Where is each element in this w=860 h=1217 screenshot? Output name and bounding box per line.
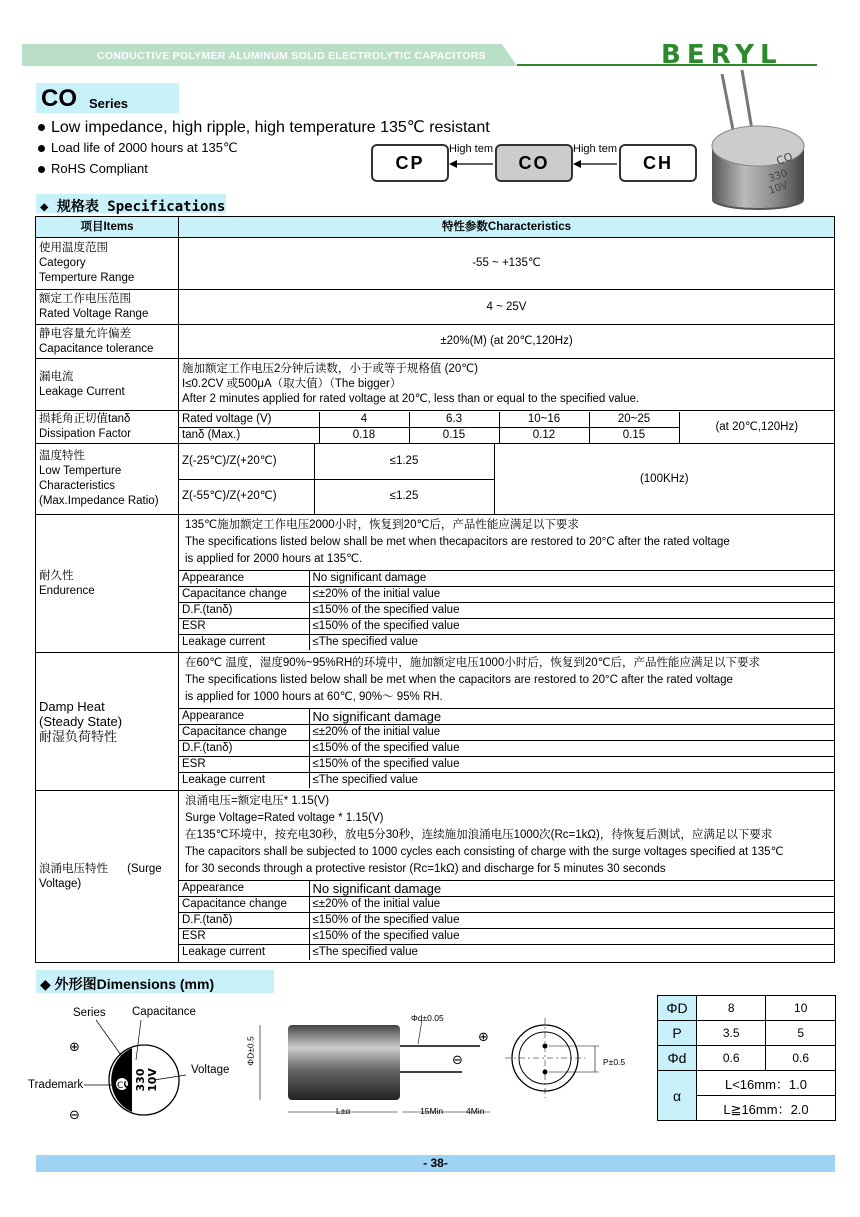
series-code: CO bbox=[41, 85, 77, 112]
col-header-characteristics: 特性参数Characteristics bbox=[179, 217, 835, 238]
df-condition: (at 20℃,120Hz) bbox=[679, 412, 834, 443]
criteria-value: ≤The specified value bbox=[309, 773, 834, 789]
criteria-label: Appearance bbox=[179, 571, 309, 587]
criteria-label: Appearance bbox=[179, 881, 309, 897]
svg-text:CO: CO bbox=[122, 1071, 135, 1089]
z-ratio-label: Z(-25℃)/Z(+20℃) bbox=[182, 454, 277, 467]
dim-value: 0.6 bbox=[766, 1046, 836, 1071]
criteria-value: ≤150% of the specified value bbox=[309, 913, 834, 929]
df-voltage: 10~16 bbox=[499, 412, 589, 428]
svg-text:330: 330 bbox=[134, 1068, 147, 1092]
criteria-value: ≤150% of the specified value bbox=[309, 757, 834, 773]
value-temp-range: -55 ~ +135℃ bbox=[179, 238, 835, 290]
df-tan: 0.15 bbox=[589, 427, 679, 443]
arrow-left-icon bbox=[571, 154, 621, 174]
criteria-label: D.F.(tanδ) bbox=[179, 913, 309, 929]
item-surge-voltage: 浪涌电压特性 (Surge Voltage) bbox=[36, 791, 179, 963]
value-dissipation-factor bbox=[179, 411, 835, 444]
minus-icon: ⊖ bbox=[452, 1052, 463, 1067]
capacitor-photo bbox=[700, 70, 820, 210]
dimension-table bbox=[657, 995, 836, 1121]
value-rated-voltage: 4 ~ 25V bbox=[179, 290, 835, 325]
dim-value: 5 bbox=[766, 1021, 836, 1046]
arrow-label: High tem bbox=[449, 143, 494, 155]
dim-value: 3.5 bbox=[697, 1021, 766, 1046]
criteria-value: ≤150% of the specified value bbox=[309, 619, 834, 635]
criteria-label: Capacitance change bbox=[179, 587, 309, 603]
dim-value: 0.6 bbox=[697, 1046, 766, 1071]
criteria-value: ≤The specified value bbox=[309, 635, 834, 651]
criteria-value: ≤150% of the specified value bbox=[309, 603, 834, 619]
criteria-label: ESR bbox=[179, 929, 309, 945]
z-ratio-frequency: (100KHz) bbox=[494, 444, 834, 514]
series-word: Series bbox=[89, 96, 129, 111]
z-ratio-label: Z(-55℃)/Z(+20℃) bbox=[179, 479, 314, 514]
criteria-value: ≤±20% of the initial value bbox=[309, 587, 834, 603]
value-cap-tolerance: ±20%(M) (at 20℃,120Hz) bbox=[179, 325, 835, 359]
value-low-temp bbox=[179, 444, 835, 515]
feature-bullet: RoHS Compliant bbox=[38, 161, 148, 176]
dim-key: ΦD bbox=[658, 996, 697, 1021]
df-row-label: tanδ (Max.) bbox=[179, 427, 319, 443]
item-dissipation-factor: 损耗角正切值tanδ Dissipation Factor bbox=[36, 411, 179, 444]
minus-icon: ⊖ bbox=[69, 1107, 80, 1122]
df-tan: 0.15 bbox=[409, 427, 499, 443]
criteria-label: ESR bbox=[179, 619, 309, 635]
value-endurance: 135℃施加额定工作电压2000小时，恢复到20℃后，产品性能应满足以下要求 The specifications listed below shall be met when thecapacitors are restored to 20°C after the rated voltage is applied for 2000 hours at 135℃. Appearance No significant damage Capacitance change ≤±20% of the initial value D.F.(tanδ) ≤150% of the specified value ESR ≤150% of the specified value Leakage current ≤The specified value bbox=[179, 515, 835, 653]
z-ratio-value: ≤1.25 bbox=[314, 479, 494, 514]
criteria-value: ≤The specified value bbox=[309, 945, 834, 961]
spec-heading: ◆ 规格表 Specifications bbox=[40, 199, 226, 215]
df-tan: 0.12 bbox=[499, 427, 589, 443]
item-leakage-current: 漏电流 Leakage Current bbox=[36, 359, 179, 411]
criteria-label: Capacitance change bbox=[179, 725, 309, 741]
family-chip-ch: CH bbox=[619, 144, 697, 182]
dim-value: 8 bbox=[697, 996, 766, 1021]
criteria-value: No significant damage bbox=[309, 709, 834, 725]
criteria-label: ESR bbox=[179, 757, 309, 773]
item-temp-range: 使用温度范围 Category Temperture Range bbox=[36, 238, 179, 290]
criteria-value: No significant damage bbox=[309, 571, 834, 587]
svg-text:10V: 10V bbox=[146, 1068, 159, 1092]
plus-icon: ⊕ bbox=[478, 1029, 489, 1044]
label-voltage: Voltage bbox=[191, 1064, 230, 1076]
dim-value: 10 bbox=[766, 996, 836, 1021]
df-row-label: Rated voltage (V) bbox=[182, 412, 272, 425]
header-band-text: CONDUCTIVE POLYMER ALUMINUM SOLID ELECTROLYTIC CAPACITORS bbox=[97, 50, 486, 62]
df-voltage: 4 bbox=[319, 412, 409, 428]
arrow-label: High tem bbox=[573, 143, 618, 155]
brand-logo: BERYL bbox=[661, 40, 783, 70]
dim-key: Φd bbox=[658, 1046, 697, 1071]
page-number: - 38- bbox=[36, 1155, 835, 1172]
value-damp-heat: 在60℃ 温度，湿度90%~95%RH的环境中，施加额定电压1000小时后，恢复到20℃后，产品性能应满足以下要求 The specifications listed below shall be met when the capacitors are restored to 20°C after the rated voltage is applied for 1000 hours at 60℃, 90%～ 95% RH. Appearance No significant damage Capacitance change ≤±20% of the initial value D.F.(tanδ) ≤150% of the specified value ESR ≤150% of the specified value Leakage current ≤The specified value bbox=[179, 653, 835, 791]
bottom-view-drawing bbox=[505, 1018, 600, 1113]
item-low-temp: 温度特性 Low Temperture Characteristics (Max.Impedance Ratio) bbox=[36, 444, 179, 515]
arrow-left-icon bbox=[447, 154, 497, 174]
value-surge-voltage: 浪涌电压=额定电压* 1.15(V) Surge Voltage=Rated voltage * 1.15(V) 在135℃环境中，按充电30秒，放电5分30秒，连续施加浪涌电压1000次(Rc=1kΩ)，待恢复后测试，应满足以下要求 The capacitors shall be subjected to 1000 cycles each consisting of charge with the surge voltages specified at 135℃ for 30 seconds through a protective resistor (Rc=1kΩ) and discharge for 5 minutes 30 seconds Appearance No significant damage Capacitance change ≤±20% of the initial value D.F.(tanδ) ≤150% of the specified value ESR ≤150% of the specified value Leakage current ≤The specified value bbox=[179, 791, 835, 963]
family-chip-co: CO bbox=[495, 144, 573, 182]
dim-value: L≧16mm：2.0 bbox=[697, 1096, 836, 1121]
family-chip-cp: CP bbox=[371, 144, 449, 182]
marking-diagram bbox=[36, 1000, 246, 1125]
item-endurance: 耐久性 Endurence bbox=[36, 515, 179, 653]
criteria-value: ≤150% of the specified value bbox=[309, 929, 834, 945]
item-damp-heat: Damp Heat (Steady State) 耐湿负荷特性 bbox=[36, 653, 179, 791]
criteria-label: Capacitance change bbox=[179, 897, 309, 913]
feature-bullet: Low impedance, high ripple, high temperature 135℃ resistant bbox=[38, 117, 490, 137]
svg-text:330: 330 bbox=[767, 167, 789, 185]
label-15min: 15Min bbox=[420, 1106, 444, 1116]
feature-bullet: Load life of 2000 hours at 135℃ bbox=[38, 140, 238, 156]
criteria-label: Leakage current bbox=[179, 635, 309, 651]
svg-text:CO: CO bbox=[774, 150, 795, 168]
label-lead-diameter: Φd±0.05 bbox=[411, 1013, 444, 1023]
svg-text:10V: 10V bbox=[767, 179, 790, 197]
df-voltage: 6.3 bbox=[409, 412, 499, 428]
svg-text:C: C bbox=[117, 1081, 124, 1091]
criteria-label: Leakage current bbox=[179, 773, 309, 789]
criteria-value: ≤150% of the specified value bbox=[309, 741, 834, 757]
label-4min: 4Min bbox=[466, 1106, 485, 1116]
value-leakage-current: 施加额定工作电压2分钟后读数，小于或等于规格值 (20℃) I≤0.2CV 或500μA（取大值）（The bigger） After 2 minutes applied for rated voltage at 20℃, less than or equal to the specified value. bbox=[179, 359, 835, 411]
criteria-value: ≤±20% of the initial value bbox=[309, 725, 834, 741]
label-trademark: Trademark bbox=[28, 1079, 84, 1091]
criteria-label: D.F.(tanδ) bbox=[179, 603, 309, 619]
dim-key: P bbox=[658, 1021, 697, 1046]
plus-icon: ⊕ bbox=[69, 1039, 80, 1054]
col-header-items: 项目Items bbox=[36, 217, 179, 238]
spec-table bbox=[35, 216, 835, 963]
label-pitch: P±0.5 bbox=[603, 1057, 626, 1067]
item-rated-voltage: 额定工作电压范围 Rated Voltage Range bbox=[36, 290, 179, 325]
criteria-value: ≤±20% of the initial value bbox=[309, 897, 834, 913]
dimensions-heading: ◆ 外形图Dimensions (mm) bbox=[40, 976, 215, 992]
label-length: L±α bbox=[336, 1106, 351, 1116]
label-capacitance: Capacitance bbox=[132, 1006, 196, 1018]
z-ratio-value: ≤1.25 bbox=[314, 444, 494, 479]
df-tan: 0.18 bbox=[319, 427, 409, 443]
criteria-label: Leakage current bbox=[179, 945, 309, 961]
criteria-label: D.F.(tanδ) bbox=[179, 741, 309, 757]
criteria-value: No significant damage bbox=[309, 881, 834, 897]
item-cap-tolerance: 静电容量允许偏差 Capacitance tolerance bbox=[36, 325, 179, 359]
label-body-diameter: ΦD±0.5 bbox=[245, 1036, 256, 1066]
criteria-label: Appearance bbox=[179, 709, 309, 725]
label-series: Series bbox=[73, 1007, 106, 1019]
dim-value: L<16mm：1.0 bbox=[697, 1071, 836, 1096]
df-voltage: 20~25 bbox=[589, 412, 679, 428]
dim-key: α bbox=[658, 1071, 697, 1121]
